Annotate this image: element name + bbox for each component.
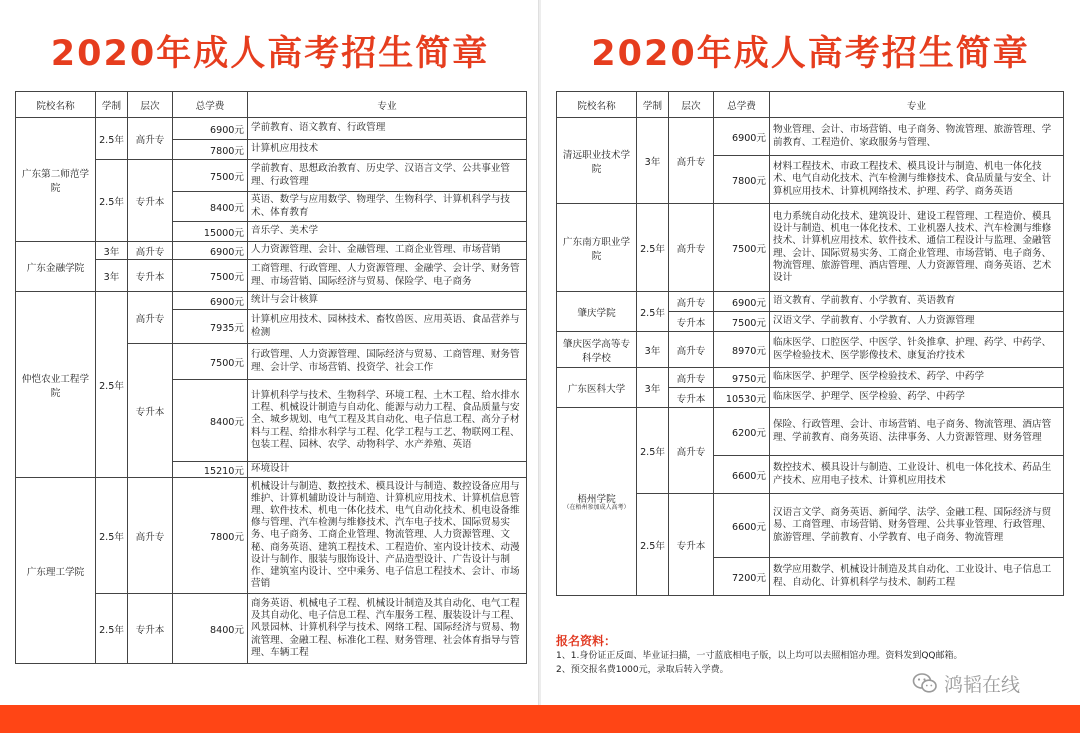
table-row <box>557 368 1064 388</box>
school-name: 广东医科大学 <box>557 368 637 408</box>
watermark <box>912 669 1062 697</box>
header-majors: 专业 <box>248 92 527 118</box>
majors: 统计与会计核算 <box>248 292 527 310</box>
majors: 商务英语、机械电子工程、机械设计制造及其自动化、电气工程及其自动化、电子信息工程、汽车服务工程、服装设计与工程、风景园林、计算机科学与技术、网络工程、国际经济与贸易、物流管理、金融工程、标准化工程、财务管理、社会体育指导与管理、车辆工程 <box>248 594 527 664</box>
majors: 工商管理、行政管理、人力资源管理、金融学、会计学、财务管理、市场营销、国际经济与贸易、保险学、电子商务 <box>248 260 527 292</box>
table-row <box>557 292 1064 312</box>
majors: 计算机应用技术 <box>248 140 527 160</box>
majors: 材料工程技术、市政工程技术、模具设计与制造、机电一体化技术、电气自动化技术、汽车检测与维修技术、食品质量与安全、计算机应用技术、计算机网络技术、护理、药学、商务英语 <box>770 156 1064 204</box>
school-name: 清远职业技术学院 <box>557 118 637 204</box>
fee: 7500元 <box>714 204 770 292</box>
level: 专升本 <box>128 594 173 664</box>
fee: 7200元 <box>714 558 770 596</box>
table-row <box>16 292 527 310</box>
study-years: 3年 <box>96 242 128 260</box>
study-years: 3年 <box>96 260 128 292</box>
fee: 7800元 <box>173 478 248 594</box>
level: 专升本 <box>669 388 714 408</box>
study-years: 2.5年 <box>96 118 128 160</box>
header-school: 院校名称 <box>557 92 637 118</box>
right-admission-table <box>556 91 1064 596</box>
fee: 6600元 <box>714 456 770 494</box>
level: 专升本 <box>128 160 173 242</box>
fee: 8400元 <box>173 380 248 462</box>
fee: 15000元 <box>173 222 248 242</box>
fee: 6900元 <box>714 118 770 156</box>
table-row <box>557 408 1064 456</box>
majors: 临床医学、护理学、医学检验、药学、中药学 <box>770 388 1064 408</box>
majors: 语文教育、学前教育、小学教育、英语教育 <box>770 292 1064 312</box>
school-name <box>557 408 637 596</box>
fee: 15210元 <box>173 462 248 478</box>
table-header-row <box>557 92 1064 118</box>
school-name: 广东金融学院 <box>16 242 96 292</box>
study-years: 2.5年 <box>637 204 669 292</box>
level: 高升专 <box>669 368 714 388</box>
level: 专升本 <box>669 494 714 596</box>
school-name: 广东南方职业学院 <box>557 204 637 292</box>
school-name-text: 梧州学院 <box>577 494 616 506</box>
majors: 数学应用数学、机械设计制造及其自动化、工业设计、电子信息工程、自动化、计算机科学与技术、制药工程 <box>770 558 1064 596</box>
majors: 临床医学、口腔医学、中医学、针灸推拿、护理、药学、中药学、医学检验技术、医学影像技术、康复治疗技术 <box>770 332 1064 368</box>
study-years: 3年 <box>637 332 669 368</box>
fee: 7800元 <box>714 156 770 204</box>
table-row <box>557 332 1064 368</box>
table-row <box>16 118 527 140</box>
majors: 计算机科学与技术、生物科学、环境工程、土木工程、给水排水工程、机械设计制造与自动化、能源与动力工程、食品质量与安全、城乡规划、电气工程及其自动化、电子信息工程、高分子材料与工程、给排水科学与工程、化学工程与工艺、物联网工程、包装工程、园林、农学、动物科学、水产养殖、英语 <box>248 380 527 462</box>
header-years: 学制 <box>96 92 128 118</box>
header-level: 层次 <box>128 92 173 118</box>
table-row <box>16 242 527 260</box>
study-years: 2.5年 <box>96 160 128 242</box>
level: 高升专 <box>669 204 714 292</box>
header-fee: 总学费 <box>714 92 770 118</box>
header-years: 学制 <box>637 92 669 118</box>
table-row <box>557 118 1064 156</box>
study-years: 2.5年 <box>637 494 669 596</box>
table-row <box>557 204 1064 292</box>
wechat-icon <box>912 672 938 694</box>
fee: 7500元 <box>173 260 248 292</box>
fee: 6900元 <box>173 242 248 260</box>
level: 高升专 <box>128 118 173 160</box>
level: 高升专 <box>669 408 714 494</box>
majors: 学前教育、语文教育、行政管理 <box>248 118 527 140</box>
school-note: （在梧州参加成人高考） <box>563 504 630 512</box>
majors: 汉语文学、学前教育、小学教育、人力资源管理 <box>770 312 1064 332</box>
school-name: 广东第二师范学院 <box>16 118 96 242</box>
left-admission-table <box>15 91 527 664</box>
majors: 人力资源管理、会计、金融管理、工商企业管理、市场营销 <box>248 242 527 260</box>
level: 高升专 <box>128 478 173 594</box>
fee: 6900元 <box>173 292 248 310</box>
header-fee: 总学费 <box>173 92 248 118</box>
majors: 电力系统自动化技术、建筑设计、建设工程管理、工程造价、模具设计与制造、机电一体化技术、工业机器人技术、汽车检测与维修技术、计算机应用技术、软件技术、通信工程设计与监理、金融管理、会计、国际贸易实务、工商企业管理、市场营销、电子商务、物流管理、旅游管理、酒店管理、人力资源管理、商务英语、艺术设计 <box>770 204 1064 292</box>
bottom-color-bar <box>0 705 1080 733</box>
study-years: 2.5年 <box>96 292 128 478</box>
level: 高升专 <box>128 242 173 260</box>
fee: 8970元 <box>714 332 770 368</box>
majors: 行政管理、人力资源管理、国际经济与贸易、工商管理、财务管理、会计学、市场营销、投资学、社会工作 <box>248 344 527 380</box>
study-years: 3年 <box>637 368 669 408</box>
level: 专升本 <box>669 312 714 332</box>
info-line-1: 1、1.身份证正反面、毕业证扫描，一寸蓝底相电子版，以上均可以去照相馆办理。资料发到QQ邮箱。 <box>556 651 963 661</box>
header-school: 院校名称 <box>16 92 96 118</box>
majors: 数控技术、模具设计与制造、工业设计、机电一体化技术、药品生产技术、应用电子技术、计算机应用技术 <box>770 456 1064 494</box>
majors: 物业管理、会计、市场营销、电子商务、物流管理、旅游管理、学前教育、工程造价、家政服务与管理、 <box>770 118 1064 156</box>
right-page-title: 2020年成人高考招生简章 <box>591 34 1030 74</box>
majors: 环境设计 <box>248 462 527 478</box>
majors: 音乐学、美术学 <box>248 222 527 242</box>
level: 高升专 <box>669 118 714 204</box>
majors: 计算机应用技术、园林技术、畜牧兽医、应用英语、食品营养与检测 <box>248 310 527 344</box>
fee: 7935元 <box>173 310 248 344</box>
study-years: 2.5年 <box>96 478 128 594</box>
majors: 临床医学、护理学、医学检验技术、药学、中药学 <box>770 368 1064 388</box>
fee: 7500元 <box>173 160 248 192</box>
fee: 6900元 <box>173 118 248 140</box>
majors: 机械设计与制造、数控技术、模具设计与制造、数控设备应用与维护、计算机辅助设计与制造、计算机应用技术、计算机信息管理、软件技术、机电一体化技术、电气自动化技术、机电设备维修与管理、汽车检测与维修技术、汽车电子技术、国际贸易实务、电子商务、工商企业管理、物流管理、人力资源管理、文秘、商务英语、建筑工程技术、工程造价、室内设计技术、动漫设计与制作、服装与服饰设计、产品造型设计、广告设计与制作、建筑室内设计、空中乘务、电子信息工程技术、会计、市场营销 <box>248 478 527 594</box>
left-page <box>0 0 540 705</box>
fee: 6900元 <box>714 292 770 312</box>
school-name: 广东理工学院 <box>16 478 96 664</box>
study-years: 2.5年 <box>637 292 669 332</box>
study-years: 2.5年 <box>637 408 669 494</box>
level: 高升专 <box>669 332 714 368</box>
left-page-title: 2020年成人高考招生简章 <box>50 34 490 74</box>
info-line-2: 2、预交报名费1000元，录取后转入学费。 <box>556 664 729 675</box>
level: 专升本 <box>128 344 173 478</box>
table-header-row <box>16 92 527 118</box>
school-name: 肇庆学院 <box>557 292 637 332</box>
study-years: 2.5年 <box>96 594 128 664</box>
fee: 7500元 <box>714 312 770 332</box>
watermark-text: 鸿韬在线 <box>944 673 1021 696</box>
fee: 7800元 <box>173 140 248 160</box>
header-majors: 专业 <box>770 92 1064 118</box>
level: 专升本 <box>128 260 173 292</box>
fee: 7500元 <box>173 344 248 380</box>
majors: 汉语言文学、商务英语、新闻学、法学、金融工程、国际经济与贸易、工商管理、市场营销、财务管理、公共事业管理、行政管理、旅游管理、学前教育、小学教育、电子商务、物流管理 <box>770 494 1064 558</box>
school-name: 肇庆医学高等专科学校 <box>557 332 637 368</box>
header-level: 层次 <box>669 92 714 118</box>
fee: 10530元 <box>714 388 770 408</box>
school-name: 仲恺农业工程学院 <box>16 292 96 478</box>
level: 高升专 <box>669 292 714 312</box>
fee: 6200元 <box>714 408 770 456</box>
table-row <box>16 478 527 594</box>
fee: 6600元 <box>714 494 770 558</box>
majors: 英语、数学与应用数学、物理学、生物科学、计算机科学与技术、体育教育 <box>248 192 527 222</box>
study-years: 3年 <box>637 118 669 204</box>
info-title: 报名资料： <box>556 634 617 648</box>
majors: 保险、行政管理、会计、市场营销、电子商务、物流管理、酒店管理、学前教育、商务英语、法律事务、人力资源管理、财务管理 <box>770 408 1064 456</box>
fee: 9750元 <box>714 368 770 388</box>
level: 高升专 <box>128 292 173 344</box>
fee: 8400元 <box>173 192 248 222</box>
fee: 8400元 <box>173 594 248 664</box>
majors: 学前教育、思想政治教育、历史学、汉语言文学、公共事业管理、行政管理 <box>248 160 527 192</box>
